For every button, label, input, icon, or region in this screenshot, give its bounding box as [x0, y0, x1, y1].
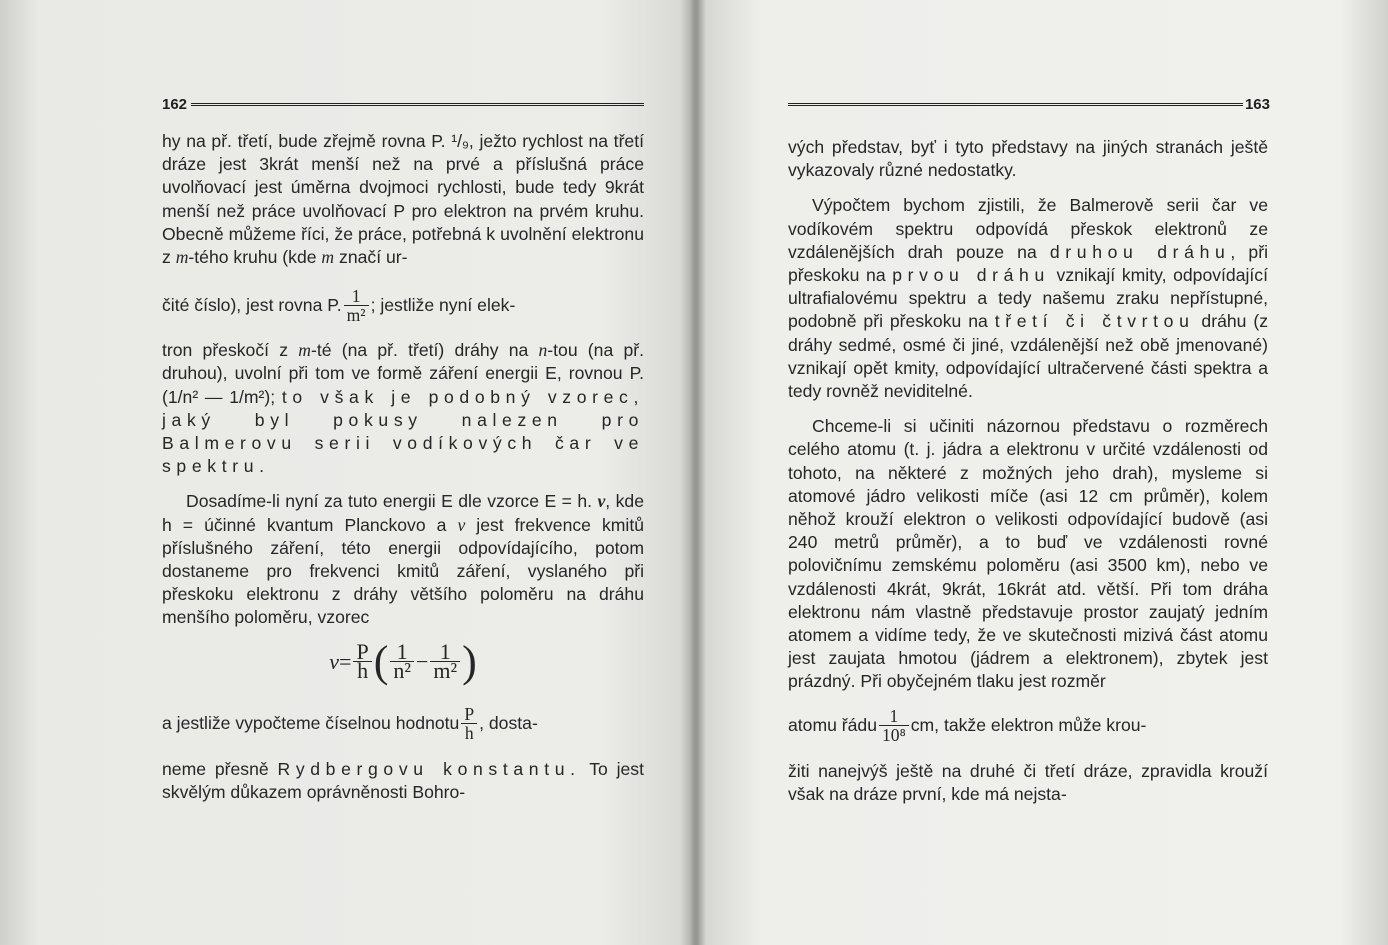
header-rule: [191, 103, 644, 109]
right-page-number: 163: [1244, 95, 1270, 113]
paragraph-3: Dosadíme-li nyní za tuto energii E dle vzorce E = h. v, kde h = účinné kvantum Planckovo a v jest frekvence kmitů příslušného záření, této energii odpovídajícího, potom dostaneme pro frekvenci kmitů záření, vyslaného při přeskoku elektronu z dráhy většího poloměru na dráhu menšího poloměru, vzorec: [162, 491, 644, 628]
p-over-h-line: a jestliže vypočteme číselnou hodnotu $\frac{P}{h}$ , dosta-: [162, 704, 538, 744]
left-page-header: [162, 92, 644, 116]
paragraph-3: Chceme-li si učiniti názornou představu o rozměrech celého atomu (t. j. jádra a elektronu v určité vzdálenosti od tohoto, na některé z možných jeho drah), mysleme si atomové jádro velikosti míče (asi 12 cm průměr), kolem něhož krouží elektron o velikosti odpovídající budově (asi 240 metrů průměr), a to buď ve vzdálenosti rovné polovičnímu zemskému poloměru (asi 3500 km), nebo ve vzdálenosti 4krát, 9krát, 16krát atd. větší. Při tom dráha elektronu nám vlastně představuje prostor zaujatý jedním atomem a vidíme tedy, že ve skutečnosti mizivá část atomu jest zaujata hmotou (jádrem a elektronem), zbytek jest prázdný. Při obyčejném tlaku jest rozměr: [788, 416, 1268, 692]
paragraph-4: žiti nanejvýš ještě na druhé či třetí dráze, zpravidla krouží však na dráze první, kde má nejsta-: [788, 760, 1268, 804]
paragraph-2: tron přeskočí z m-té (na př. třetí) dráhy na n-tou (na př. druhou), uvolní při tom ve formě záření energii E, rovnou P. (1/n² — 1/m²); to však je podobný vzorec, jaký byl pokusy nalezen pro Balmerovu serii vodíkových čar ve spektru.: [162, 340, 644, 477]
right-page-body: [788, 136, 1268, 806]
inline-equation-line: čité číslo), jest rovna P. $\frac{1}{\text{m²}}$ ; jestliže nyní elek-: [162, 285, 516, 325]
paragraph-2: Výpočtem bychom zjistili, že Balmerově serii čar ve vodíkovém spektru odpovídá přeskok elektronů ze vzdálenějších drah pouze na druhou dráhu, při přeskoku na prvou dráhu vznikají kmity, odpovídající ultrafialovému spektru a tedy našemu zraku nepřístupné, podobně při přeskoku na třetí či čtvrtou dráhu (z dráhy sedmé, osmé či jiné, vzdálenější než obě jmenované) vznikají opět kmity, odpovídající ultračervené části spektra a tedy rovněž neviditelné.: [788, 195, 1269, 402]
right-page-header: [788, 92, 1270, 116]
rydberg-formula: v = $\frac{P}{h}$ ( $\frac{1}{\text{n²}}$ − $\frac{1}{\text{m²}}$ ): [329, 636, 477, 686]
fraction-1-over-10-8: $\frac{1}{\text{10⁸}}$: [879, 707, 909, 744]
paragraph-1: vých představ, byť i tyto představy na jiných stranách ještě vykazovaly různé nedostatky.: [788, 137, 1268, 181]
paragraph-5: neme přesně Rydbergovu konstantu. To jest skvělým důkazem oprávněnosti Bohro-: [162, 758, 644, 802]
left-page: [0, 0, 692, 945]
paragraph-1: hy na př. třetí, bude zřejmě rovna P. ¹/₉, ježto rychlost na třetí dráze jest 3krát menší než na prvé a příslušná práce uvolňovací jest úměrna dvojmoci rychlosti, bude tedy 9krát menší než práce uvolňovací P pro elektron na prvém kruhu. Obecně můžeme říci, že práce, potřebná k uvolnění elektronu z m-tého kruhu (kde m značí ur-: [162, 131, 644, 268]
right-page: [702, 0, 1388, 945]
fraction-1-over-m2: $\frac{1}{\text{m²}}$: [344, 287, 369, 324]
atom-size-line: atomu řádu $\frac{1}{\text{10⁸}}$ cm, takže elektron může krou-: [788, 706, 1147, 746]
left-page-number: 162: [162, 95, 188, 113]
header-rule: [788, 103, 1243, 109]
left-page-body: [162, 130, 644, 804]
